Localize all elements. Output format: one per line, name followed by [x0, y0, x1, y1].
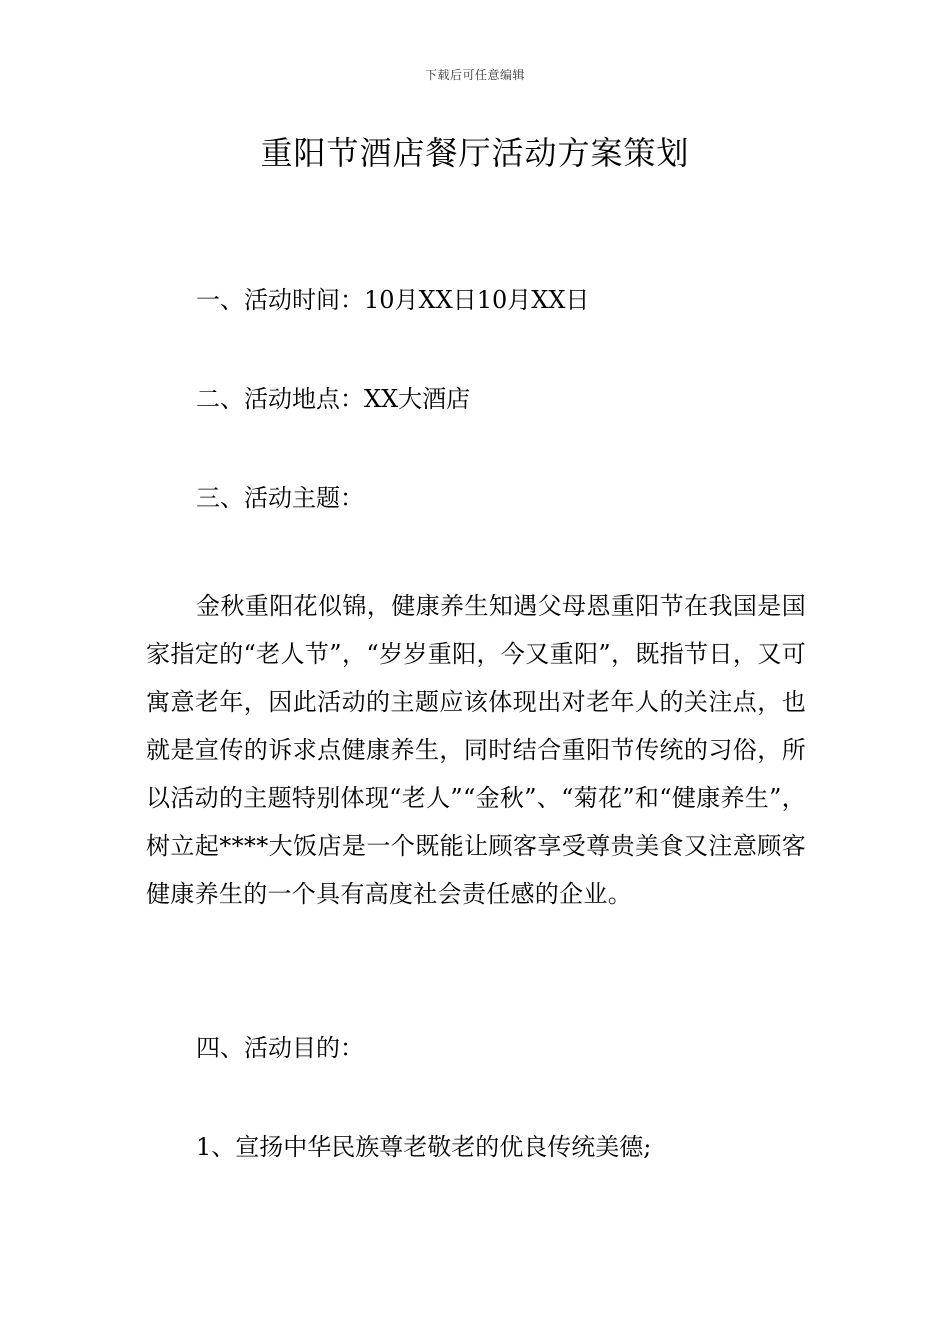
section-activity-theme: 三、活动主题： [196, 484, 364, 512]
section-activity-place: 二、活动地点：XX大酒店 [196, 385, 471, 413]
goal-item-1: 1、宣扬中华民族尊老敬老的优良传统美德; [196, 1133, 652, 1161]
document-title: 重阳节酒店餐厅活动方案策划 [260, 134, 690, 172]
header-note: 下载后可任意编辑 [424, 68, 525, 82]
section-activity-time: 一、活动时间：10月XX日10月XX日 [196, 286, 590, 314]
section-activity-goal: 四、活动目的： [196, 1034, 364, 1062]
theme-paragraph: 金秋重阳花似锦，健康养生知遇父母恩重阳节在我国是国家指定的“老人节”，“岁岁重阳，今又重阳”，既指节日，又可寓意老年，因此活动的主题应该体现出对老年人的关注点，也就是宣传的诉求点健康养生，同时结合重阳节传统的习俗，所以活动的主题特别体现“老人”“金秋”、“菊花”和“健康养生”，树立起****大饭店是一个既能让顾客享受尊贵美食又注意顾客健康养生的一个具有高度社会责任感的企业。 [146, 592, 806, 908]
